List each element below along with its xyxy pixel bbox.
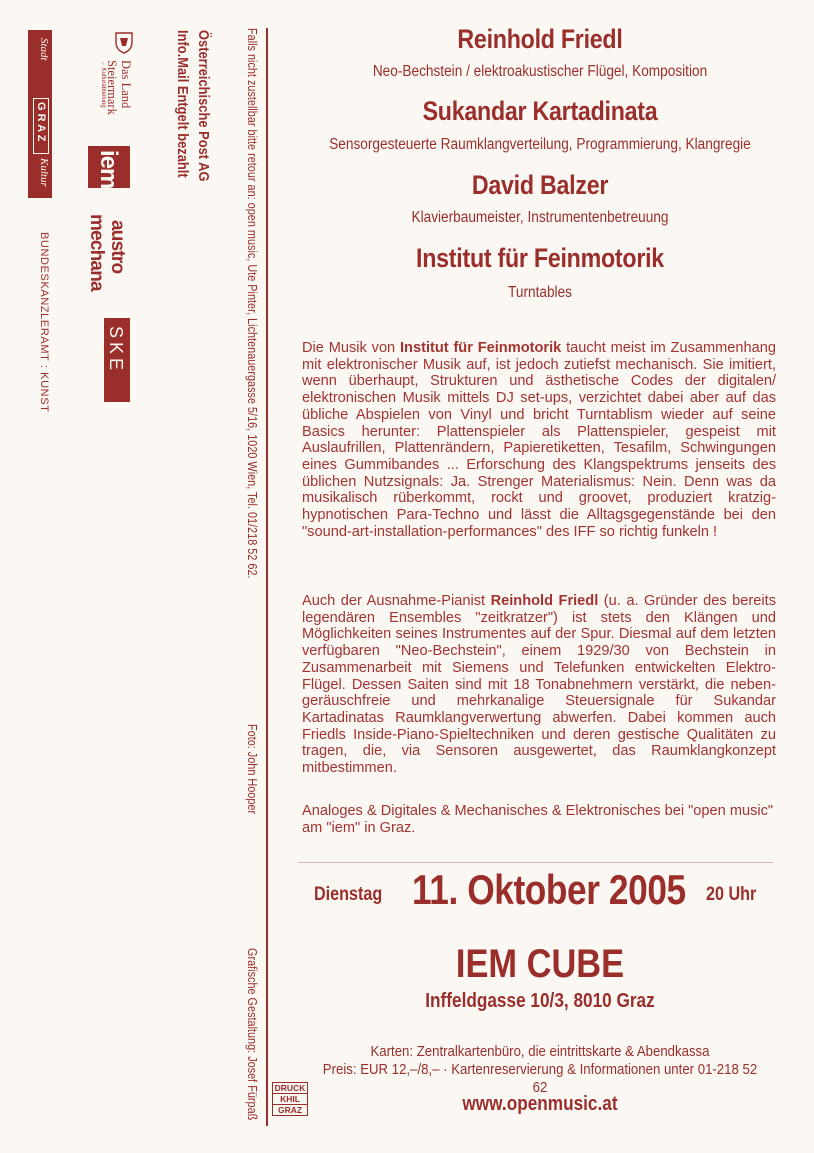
coat-of-arms-icon bbox=[114, 30, 134, 54]
return-address: Falls nicht zustellbar bitte retour an: open music, Ute Pinter, Lichtenauergasse 5/16, 1020 Wien, Tel. 01/218 52 62. bbox=[245, 28, 259, 579]
iem-logo bbox=[88, 146, 130, 188]
druck-khil-graz-stamp bbox=[272, 1082, 308, 1116]
kultur-label: Kultur bbox=[38, 158, 50, 187]
austro-label: austro bbox=[107, 220, 128, 274]
kulturabteilung-label: → Kulturabteilung bbox=[100, 60, 106, 108]
paragraph-iff-bold: Institut für Feinmotorik bbox=[400, 340, 562, 356]
tickets-line-2: Preis: EUR 12,–/8,– · Kartenreservierung & Informationen unter 01-218 52 62 bbox=[322, 1061, 758, 1096]
khil-label: KHIL bbox=[273, 1094, 307, 1105]
performer-name-4: Institut für Feinmotorik bbox=[416, 243, 664, 273]
performer-name-1: Reinhold Friedl bbox=[457, 24, 623, 54]
stadt-graz-logo bbox=[28, 30, 52, 198]
paragraph-friedl-intro: Auch der Ausnahme-Pianist bbox=[302, 593, 491, 609]
photo-credit: Foto: John Hooper bbox=[245, 724, 259, 815]
performer-role-4: Turntables bbox=[508, 284, 572, 301]
event-date: 11. Oktober 2005 bbox=[412, 866, 686, 913]
land-label: Das Land bbox=[119, 60, 133, 109]
graz-stamp-label: GRAZ bbox=[277, 1105, 303, 1115]
tickets-line-1: Karten: Zentralkartenbüro, die eintrittskarte & Abendkassa bbox=[370, 1043, 710, 1060]
event-time: 20 Uhr bbox=[706, 884, 757, 905]
vertical-divider bbox=[266, 28, 268, 1126]
performer-name-3: David Balzer bbox=[471, 170, 609, 200]
steiermark-label: Steiermark bbox=[105, 60, 119, 115]
paragraph-iff-rest: taucht meist im Zusammenhang mit elektronischer Musik auf, ist jedoch zutiefst mechanisch. Sie imitiert, wenn überhaupt, Strukturen und ästhetische Codes der digitalen/ elektronischen Musik mittels DJ set-ups, verzichtet dabei aber auf das übliche Abspielen von Vinyl und bricht Turntablism wieder auf seine Basics herunter: Plattenspieler als Plattenspieler, gespeist mit Auslaufrillen, Plattenrändern, Papieretiketten, Tesafilm, Schwingungen eines Gummibandes ... Erforschung des Klangspektrums jenseits des üblichen Nutzsignals: Ja. Strenger Materialismus: Nein. Denn was da musikalisch rüberkommt, rockt und groovet, produziert kratzig-hypnotischen Para-Techno und lässt die Alltagsgegenstände bei den "sound-art-installation-performances" des IFF so richtig funkeln ! bbox=[302, 340, 777, 540]
paragraph-iff-intro: Die Musik von bbox=[302, 340, 400, 356]
bundeskanzleramt-label: BUNDESKANZLERAMT : KUNST bbox=[38, 232, 50, 413]
venue-name: IEM CUBE bbox=[455, 942, 625, 986]
iem-label: iem bbox=[95, 150, 122, 189]
paragraph-friedl-rest: (u. a. Gründer des bereits legendären Ensembles "zeitkratzer") ist stets den Klängen und Möglichkeiten seines Instrumentes auf der Spur. Diesmal auf dem letzten verfügbaren "Neo-Bechstein", einem 1929/30 von Bechstein in Zusammenarbeit mit Siemens und Telefunken entwickelten Elektro-Flügel. Dessen Saiten sind mit 18 Tonabnehmern verstärkt, die neben-geräuschfreie und mehrkanalige Steuersignale für Sukandar Kartadinatas Raumklangverwertung abwerfen. Dabei kommen auch Friedls Inside-Piano-Spieltechniken und deren gestische Qualitäten zu tragen, die, via Sensoren ausgewertet, das Raumklangkonzept mitbestimmen. bbox=[302, 593, 776, 777]
post-line-1: Österreichische Post AG bbox=[195, 30, 212, 182]
paragraph-summary: Analoges & Digitales & Mechanisches & Elektronisches bei "open music" am "iem" in Graz. bbox=[302, 803, 774, 836]
website-link[interactable]: www.openmusic.at bbox=[462, 1093, 618, 1115]
land-steiermark-logo bbox=[86, 30, 136, 130]
venue-address: Inffeldgasse 10/3, 8010 Graz bbox=[425, 990, 655, 1012]
paragraph-friedl bbox=[302, 593, 776, 777]
paragraph-iff bbox=[302, 340, 776, 540]
graz-label: G R A Z bbox=[33, 98, 49, 154]
ske-label: SKE bbox=[106, 326, 126, 375]
performer-role-3: Klavierbaumeister, Instrumentenbetreuung bbox=[411, 209, 669, 226]
event-date-row bbox=[314, 866, 784, 918]
ske-logo bbox=[104, 318, 130, 402]
performer-name-2: Sukandar Kartadinata bbox=[422, 96, 658, 126]
event-day: Dienstag bbox=[314, 884, 383, 905]
druck-label: DRUCK bbox=[274, 1083, 306, 1093]
separator-line bbox=[298, 862, 773, 863]
stadt-label: Stadt bbox=[38, 38, 50, 61]
austro-mechana-logo bbox=[88, 210, 130, 300]
design-credit: Grafische Gestaltung: Josef Fürpaß bbox=[245, 948, 259, 1121]
performer-role-2: Sensorgesteuerte Raumklangverteilung, Programmierung, Klangregie bbox=[329, 136, 751, 153]
mechana-label: mechana bbox=[86, 214, 107, 291]
post-line-2: Info.Mail Entgelt bezahlt bbox=[174, 30, 191, 178]
performer-role-1: Neo-Bechstein / elektroakustischer Flügel, Komposition bbox=[372, 63, 708, 80]
paragraph-friedl-bold: Reinhold Friedl bbox=[490, 593, 599, 609]
